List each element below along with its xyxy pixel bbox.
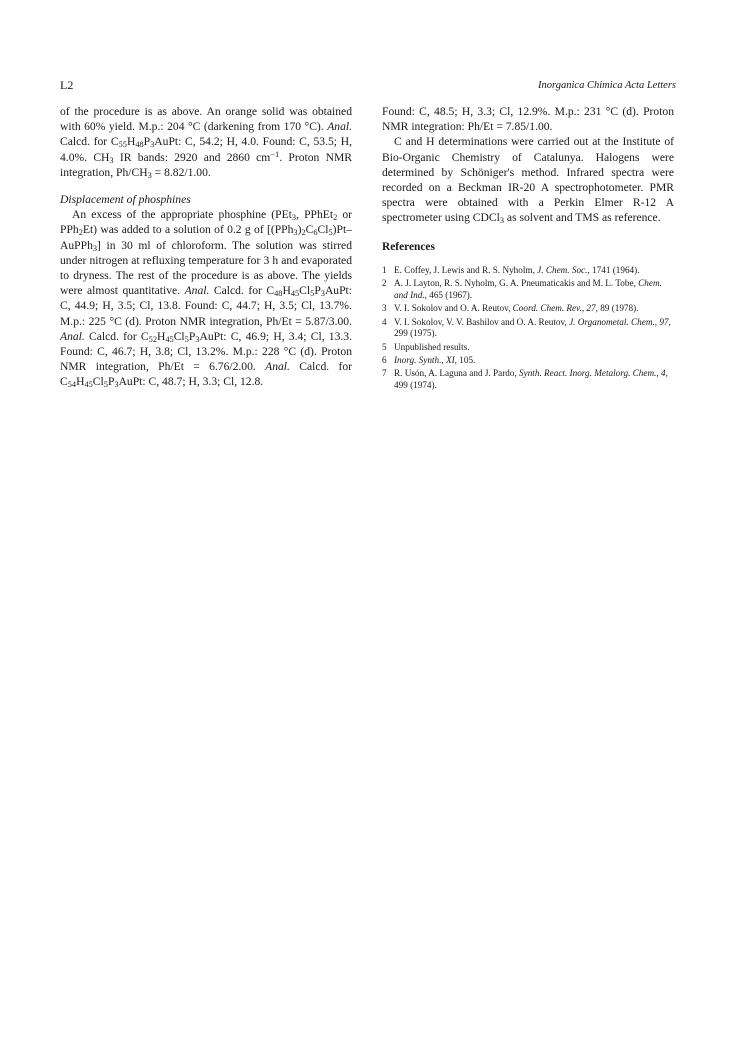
reference-item: 4 V. I. Sokolov, V. V. Bashilov and O. A. Reutov, J. Organometal. Chem., 97, 299 (1975).	[382, 316, 671, 339]
displacement-paragraph: An excess of the appropriate phosphine (PEt$_3$, PPhEt$_2$ or PPh$_2$Et) was added to a solution of 0.2 g of $[(PPh_3)_2C_6Cl_5)Pt-AuPPh_3$] in 30 ml of chloroform. The solution was stirred under nitrogen at refluxing temperature for 3 h and evaporated to dryness. The rest of the procedure is as above. The yields were almost quantitative. Anal. Calcd. for $C_{48}H_{45}Cl_5P_3AuPt$: C, 44.9; H, 3.5; Cl, 13.8. Found: C, 44.7; H, 3.5; Cl, 13.7%. M.p.: 225 °C (d). Proton NMR integration, Ph/Et = 5.87/3.00. Anal. Calcd. for $C_{52}H_{45}Cl_5P_3AuPt$: C, 46.9; H, 3.4; Cl, 13.3. Found: C, 46.7; H, 3.8; Cl, 13.2%. M.p.: 228 °C (d). Proton NMR integration, Ph/Et = 6.76/2.00. Anal. Calcd. for $C_{54}H_{45}Cl_5P_3AuPt$: C, 48.7; H, 3.3; Cl, 12.8.	[60, 208, 353, 390]
reference-item: 6 Inorg. Synth., XI, 105.	[382, 354, 476, 365]
reference-item: 2 A. J. Layton, R. S. Nyholm, G. A. Pneumaticakis and M. L. Tobe, Chem. and Ind., 465 (1967).	[382, 278, 662, 300]
reference-item: 3 V. I. Sokolov and O. A. Reutov, Coord. Chem. Rev., 27, 89 (1978).	[382, 303, 639, 314]
reference-item: 5 Unpublished results.	[382, 341, 470, 352]
page-number: L2	[60, 78, 74, 92]
procedure-paragraph: of the procedure is as above. An orange solid was obtained with 60% yield. M.p.: 204 °C (darkening from 170 °C). Anal. Calcd. for $C_{55}H_{48}P_3AuPt$: C, 54.2; H, 4.0. Found: C, 53.5; H, 4.0%. $CH_3$ IR bands: 2920 and 2860 $cm^{-1}$. Proton NMR integration, $Ph/CH_3 = 8.82/1.00$.	[60, 105, 352, 180]
references-heading: References	[382, 240, 435, 253]
reference-item: 1 E. Coffey, J. Lewis and R. S. Nyholm, J. Chem. Soc., 1741 (1964).	[382, 264, 640, 275]
left-column	[60, 104, 352, 390]
methods-paragraph: C and H determinations were carried out at the Institute of Bio-Organic Chemistry of Catalunya. Halogens were determined by Schöniger's method. Infrared spectra were recorded on a Beckman IR-20 A spectrophotometer. PMR spectra were obtained with a Perkin Elmer R-12 A spectrometer using CDCl$_3$ as solvent and TMS as reference.	[382, 135, 674, 226]
reference-item: 7 R. Usón, A. Laguna and J. Pardo, Synth. React. Inorg. Metalorg. Chem., 4, 499 (1974).	[382, 368, 668, 390]
section-heading: Displacement of phosphines	[60, 193, 191, 207]
references-list	[382, 265, 674, 392]
right-column	[382, 104, 674, 393]
journal-title: Inorganica Chimica Acta Letters	[538, 80, 676, 91]
results-paragraph: Found: C, 48.5; H, 3.3; Cl, 12.9%. M.p.: 231 °C (d). Proton NMR integration: Ph/Et = 7.85/1.00.	[382, 105, 674, 134]
